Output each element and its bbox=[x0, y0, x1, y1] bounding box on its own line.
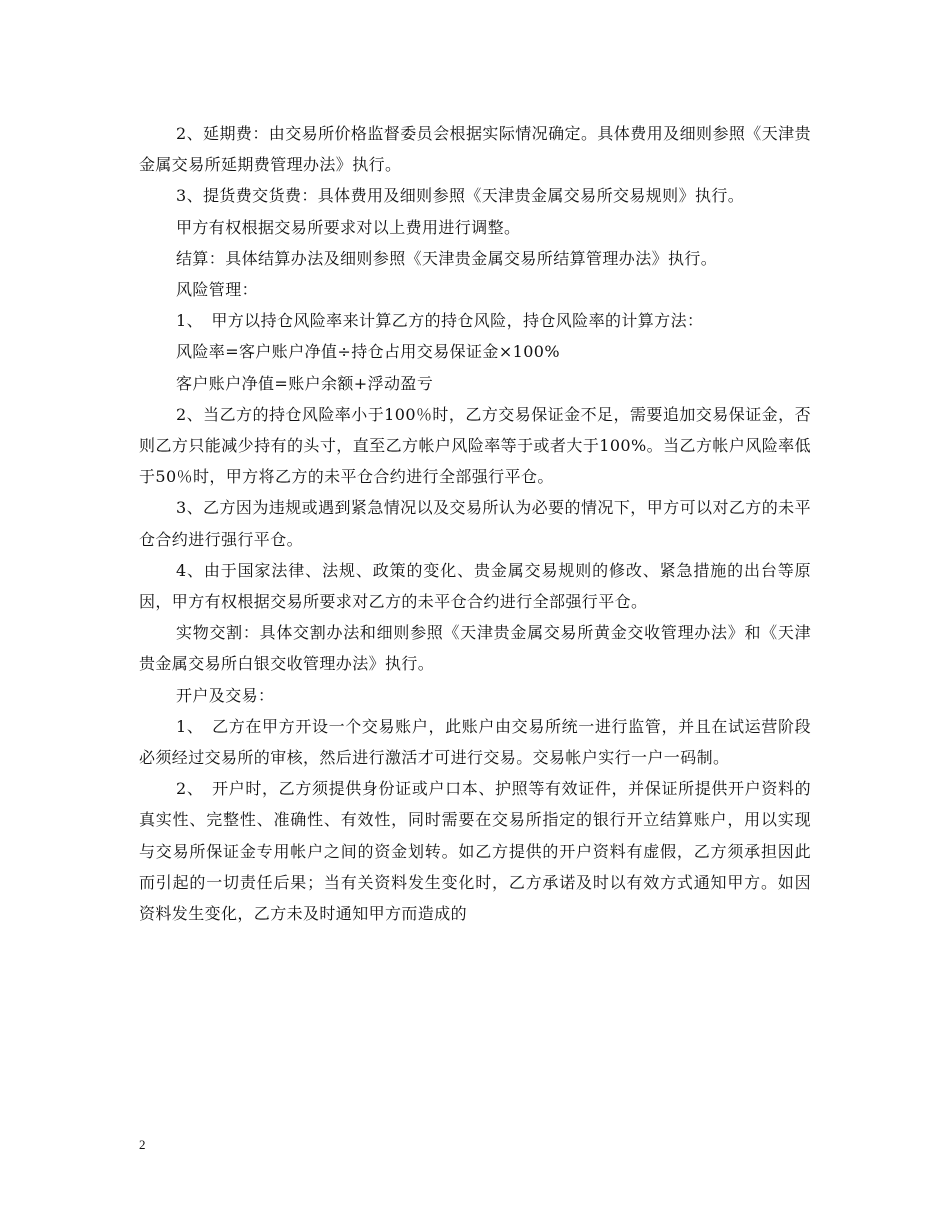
heading-account-opening: 开户及交易： bbox=[176, 685, 275, 705]
heading-risk-management: 风险管理： bbox=[176, 280, 259, 300]
paragraph-trading-account: 1、 乙方在甲方开设一个交易账户，此账户由交易所统一进行监管，并且在试运营阶段必须经过交易所的审核，然后进行激活才可进行交易。交易帐户实行一户一码制。 bbox=[139, 716, 811, 768]
paragraph-fee-adjustment: 甲方有权根据交易所要求对以上费用进行调整。 bbox=[176, 217, 521, 237]
document-body bbox=[139, 118, 811, 929]
page-number: 2 bbox=[139, 1137, 146, 1152]
paragraph-delay-fee: 2、延期费：由交易所价格监督委员会根据实际情况确定。具体费用及细则参照《天津贵金属交易所延期费管理办法》执行。 bbox=[139, 124, 811, 175]
formula-risk-rate: 风险率=客户账户净值÷持仓占用交易保证金×100% bbox=[176, 342, 560, 362]
paragraph-physical-delivery: 实物交割：具体交割办法和细则参照《天津贵金属交易所黄金交收管理办法》和《天津贵金属交易所白银交收管理办法》执行。 bbox=[139, 623, 811, 674]
paragraph-account-documents: 2、 开户时，乙方须提供身份证或户口本、护照等有效证件，并保证所提供开户资料的真实性、完整性、准确性、有效性，同时需要在交易所指定的银行开立结算账户，用以实现与交易所保证金专用帐户之间的资金划转。如乙方提供的开户资料有虚假，乙方须承担因此而引起的一切责任后果；当有关资料发生变化时，乙方承诺及时以有效方式通知甲方。如因资料发生变化，乙方未及时通知甲方而造成的 bbox=[139, 779, 811, 924]
paragraph-delivery-fee: 3、提货费交货费：具体费用及细则参照《天津贵金属交易所交易规则》执行。 bbox=[176, 186, 745, 206]
paragraph-margin-call: 2、当乙方的持仓风险率小于100％时，乙方交易保证金不足，需要追加交易保证金，否则乙方只能减少持有的头寸，直至乙方帐户风险率等于或者大于100%。当乙方帐户风险率低于50％时，甲方将乙方的未平仓合约进行全部强行平仓。 bbox=[139, 404, 811, 487]
paragraph-risk-rate: 1、 甲方以持仓风险率来计算乙方的持仓风险，持仓风险率的计算方法： bbox=[176, 311, 704, 331]
paragraph-settlement: 结算：具体结算办法及细则参照《天津贵金属交易所结算管理办法》执行。 bbox=[176, 248, 718, 268]
paragraph-regulatory-change: 4、由于国家法律、法规、政策的变化、贵金属交易规则的修改、紧急措施的出台等原因，甲方有权根据交易所要求对乙方的未平仓合约进行全部强行平仓。 bbox=[139, 560, 811, 612]
formula-account-net-value: 客户账户净值=账户余额+浮动盈亏 bbox=[176, 373, 434, 393]
paragraph-forced-liquidation: 3、乙方因为违规或遇到紧急情况以及交易所认为必要的情况下，甲方可以对乙方的未平仓合约进行强行平仓。 bbox=[139, 498, 811, 549]
